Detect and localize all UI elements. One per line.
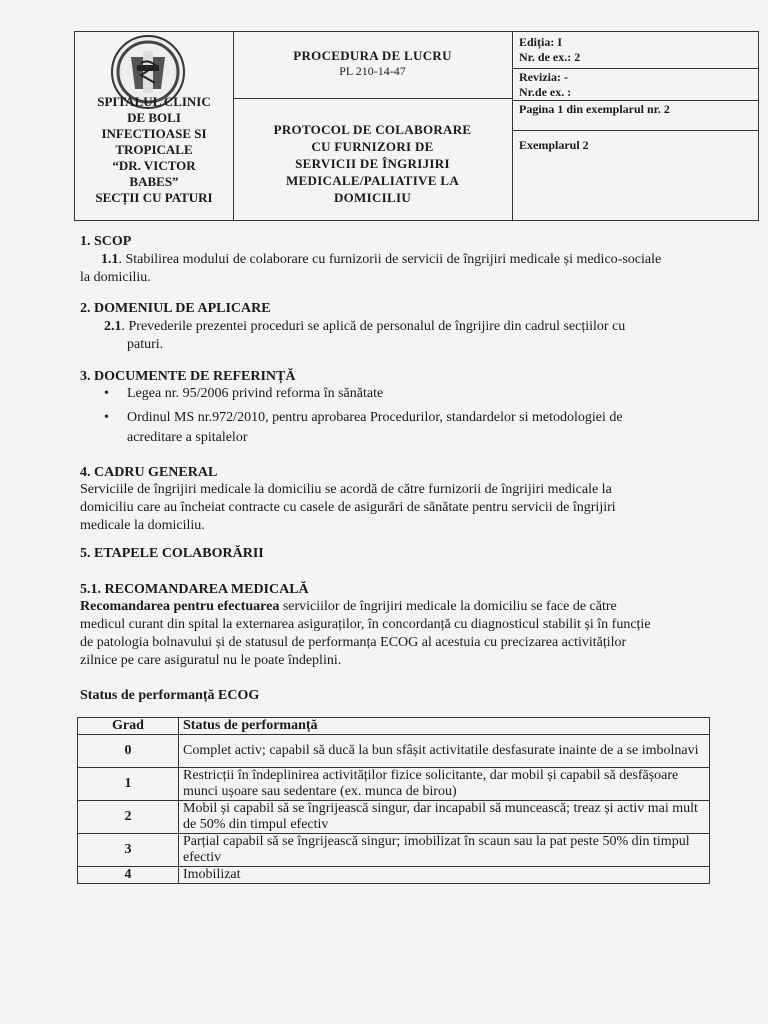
protocol-title-line: PROTOCOL DE COLABORARE (273, 122, 472, 137)
protocol-title-line: SERVICII DE ÎNGRIJIRI (295, 156, 450, 171)
hospital-name-line: “DR. VICTOR (112, 158, 196, 173)
subsection-title-recomandare: 5.1. RECOMANDAREA MEDICALĂ (80, 582, 309, 597)
status-cell: Imobilizat (179, 867, 710, 884)
status-cell: Complet activ; capabil să ducă la bun sfâșit activitatile desfasurate inainte de a se imbolnavi (179, 735, 710, 768)
recomandare-paragraph-line: de patologia bolnavului și de statusul de performanța ECOG al acestuia cu precizarea activităților (80, 635, 627, 650)
bullet-icon: • (104, 386, 109, 401)
recomandare-lead: Recomandarea pentru efectuarea (80, 599, 280, 614)
scop-paragraph-line: la domiciliu. (80, 270, 151, 285)
procedure-code: PL 210-14-47 (339, 64, 406, 78)
reference-item: Ordinul MS nr.972/2010, pentru aprobarea Procedurilor, standardelor si metodologiei de (127, 410, 623, 425)
edition-label: Ediția: I (519, 35, 563, 49)
table-row (78, 867, 710, 884)
grade-cell: 3 (78, 834, 179, 867)
section-title-scop: 1. SCOP (80, 234, 132, 249)
section-title-documente: 3. DOCUMENTE DE REFERINȚĂ (80, 369, 296, 384)
hospital-name-line: DE BOLI (127, 110, 181, 125)
divider (512, 130, 758, 131)
procedure-cell (233, 32, 513, 220)
scop-item-text: . Stabilirea modului de colaborare cu furnizorii de servicii de îngrijiri medicale și medico-sociale (118, 252, 662, 267)
hospital-name-line: TROPICALE (115, 142, 193, 157)
cadru-paragraph-line: domiciliu care au încheiat contracte cu casele de asigurări de sănătate pentru servicii de îngrijiri (80, 500, 616, 515)
scop-paragraph-line (101, 251, 661, 269)
hospital-name-line: SPITALUL CLINIC (97, 94, 211, 109)
ecog-table-title: Status de performanță ECOG (80, 688, 260, 703)
recomandare-text: serviciilor de îngrijiri medicale la domiciliu se face de către (279, 599, 617, 614)
revision-copy-label: Nr.de ex. : (519, 85, 572, 99)
page-label: Pagina 1 din exemplarul nr. 2 (519, 102, 670, 116)
column-header-grad: Grad (78, 718, 179, 735)
grade-cell: 0 (78, 735, 179, 768)
column-header-status: Status de performanță (179, 718, 710, 735)
protocol-title-line: CU FURNIZORI DE (311, 139, 434, 154)
divider (233, 98, 512, 99)
copy-label: Exemplarul 2 (519, 138, 589, 152)
divider (512, 100, 758, 101)
hospital-name-line: INFECTIOASE SI (101, 126, 207, 141)
section-title-etapele: 5. ETAPELE COLABORĂRII (80, 546, 264, 561)
scop-item-number: 1.1 (101, 252, 119, 267)
recomandare-paragraph-line (80, 598, 617, 616)
status-cell: Restricții în îndeplinirea activităților fizice solicitante, dar mobil și capabil să desfășoare munci ușoare sau sedentare (ex. munca de birou) (179, 768, 710, 801)
section-title-domeniu: 2. DOMENIUL DE APLICARE (80, 301, 271, 316)
document-header-table (74, 31, 759, 221)
recomandare-paragraph-line: medicul curant din spital la externarea asiguraților, în concordanță cu diagnosticul stabilit și în funcție (80, 617, 651, 632)
grade-cell: 2 (78, 801, 179, 834)
bullet-icon: • (104, 410, 109, 425)
grade-cell: 4 (78, 867, 179, 884)
section-title-cadru: 4. CADRU GENERAL (80, 465, 218, 480)
revision-label: Revizia: - (519, 70, 568, 84)
divider (512, 68, 758, 69)
domeniu-paragraph-line: paturi. (127, 337, 164, 352)
domeniu-item-number: 2.1 (104, 319, 122, 334)
table-row (78, 735, 710, 768)
table-row (78, 834, 710, 867)
hospital-name (75, 94, 233, 206)
ecog-table (77, 717, 710, 884)
hospital-name-line: BABES” (129, 174, 179, 189)
reference-item: Legea nr. 95/2006 privind reforma în sănătate (127, 386, 384, 401)
protocol-title-line: DOMICILIU (333, 190, 412, 205)
reference-item-continuation: acreditare a spitalelor (127, 430, 248, 445)
protocol-title-line: MEDICALE/PALIATIVE LA (285, 173, 460, 188)
table-row (78, 801, 710, 834)
status-cell: Parțial capabil să se îngrijească singur; imobilizat în scaun sau la pat peste 50% din timpul efectiv (179, 834, 710, 867)
cadru-paragraph-line: medicale la domiciliu. (80, 518, 205, 533)
table-header-row (78, 718, 710, 735)
recomandare-paragraph-line: zilnice pe care asiguratul nu le poate îndeplini. (80, 653, 342, 668)
grade-cell: 1 (78, 768, 179, 801)
table-row (78, 768, 710, 801)
protocol-title (243, 121, 502, 206)
hospital-name-line: SECȚII CU PATURI (95, 190, 213, 205)
status-cell: Mobil și capabil să se îngrijească singur, dar incapabil să muncească; treaz și activ mai mult de 50% din timpul efectiv (179, 801, 710, 834)
edition-cell (512, 32, 758, 220)
hospital-cell (75, 32, 234, 220)
domeniu-paragraph-line (104, 318, 625, 336)
procedure-title: PROCEDURA DE LUCRU (293, 48, 452, 63)
domeniu-item-text: . Prevederile prezentei proceduri se aplică de personalul de îngrijire din cadrul secțiilor cu (121, 319, 626, 334)
copy-number-label: Nr. de ex.: 2 (519, 50, 581, 64)
cadru-paragraph-line: Serviciile de îngrijiri medicale la domiciliu se acordă de către furnizorii de îngrijiri medicale la (80, 482, 612, 497)
